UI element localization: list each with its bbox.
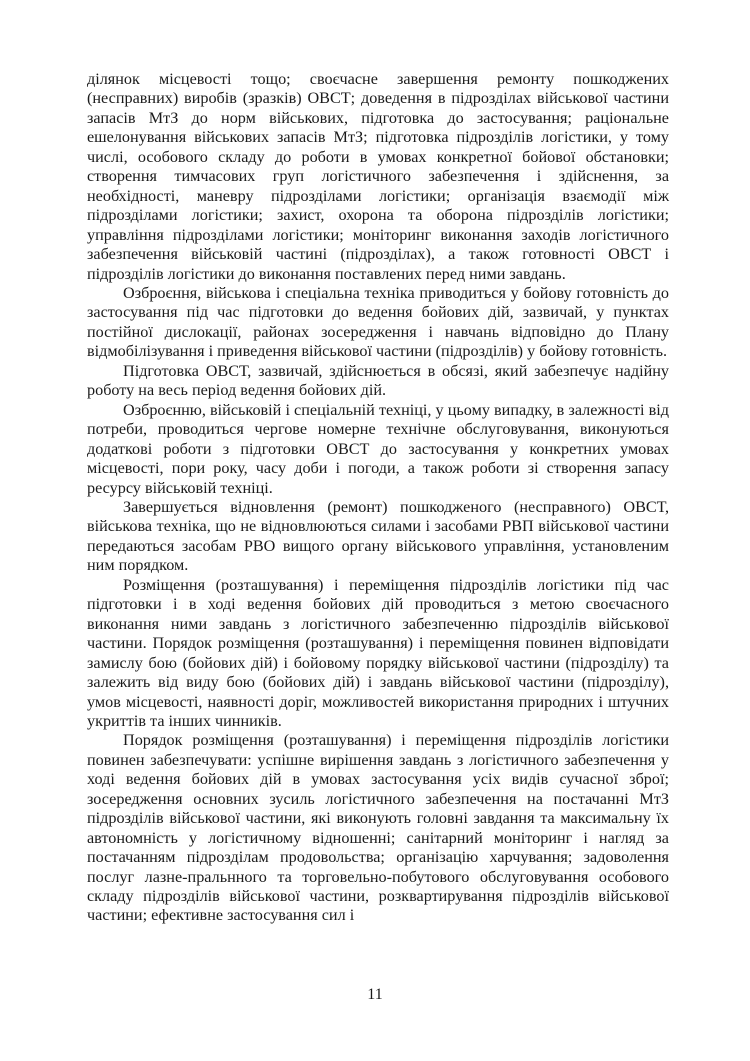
paragraph: Підготовка ОВСТ, зазвичай, здійснюється в обсязі, який забезпечує надійну роботу на весь період ведення бойових дій. <box>87 361 669 400</box>
paragraph: Розміщення (розташування) і переміщення підрозділів логістики під час підготовки і в ході ведення бойових дій проводиться з метою своєчасного виконання ними завдань з логістичного забезпеченню підрозділів військової частини. Порядок розміщення (розташування) і переміщення повинен відповідати замислу бою (бойових дій) і бойовому порядку військової частини (підрозділу) та залежить від виду бою (бойових дій) і завдань військової частини (підрозділу), умов місцевості, наявності доріг, можливостей використання природних і штучних укриттів та інших чинників. <box>87 575 669 730</box>
paragraph: Завершується відновлення (ремонт) пошкодженого (несправного) ОВСТ, військова техніка, що не відновлюються силами і засобами РВП військової частини передаються засобам РВО вищого органу військового управління, установленим ним порядком. <box>87 497 669 575</box>
body-text <box>87 70 669 926</box>
paragraph: Озброєння, військова і спеціальна техніка приводиться у бойову готовність до застосування під час підготовки до ведення бойових дій, зазвичай, у пунктах постійної дислокації, районах зосередження і навчань відповідно до Плану відмобілізування і приведення військової частини (підрозділів) у бойову готовність. <box>87 283 669 361</box>
paragraph-continuation: ділянок місцевості тощо; своєчасне завершення ремонту пошкоджених (несправних) виробів (зразків) ОВСТ; доведення в підрозділах військової частини запасів МтЗ до норм військових, підготовка до застосування; раціональне ешелонування військових запасів МтЗ; підготовка підрозділів логістики, у тому числі, особового складу до роботи в умовах конкретної бойової обстановки; створення тимчасових груп логістичного забезпечення і здійснення, за необхідності, маневру підрозділами логістики; організація взаємодії між підрозділами логістики; захист, охорона та оборона підрозділів логістики; управління підрозділами логістики; моніторинг виконання заходів логістичного забезпечення військовій частині (підрозділах), а також готовності ОВСТ і підрозділів логістики до виконання поставлених перед ними завдань. <box>87 70 669 283</box>
page-number: 11 <box>367 986 383 1003</box>
paragraph: Порядок розміщення (розташування) і переміщення підрозділів логістики повинен забезпечувати: успішне вирішення завдань з логістичного забезпечення у ході ведення бойових дій в умовах застосування усіх видів сучасної зброї; зосередження основних зусиль логістичного забезпечення на постачанні МтЗ підрозділів військової частини, які виконують головні завдання та максимальну їх автономність у логістичному відношенні; санітарний моніторинг і нагляд за постачанням підрозділам продовольства; організацію харчування; задоволення послуг лазне-пральнного та торговельно-побутового обслуговування особового складу підрозділів військової частини, розквартирування підрозділів військової частини; ефективне застосування сил і <box>87 731 669 925</box>
paragraph: Озброєнню, військовій і спеціальній техніці, у цьому випадку, в залежності від потреби, проводиться чергове номерне технічне обслуговування, виконуються додаткові роботи з підготовки ОВСТ до застосування у конкретних умовах місцевості, пори року, часу доби і погоди, а також роботи зі створення запасу ресурсу військовій техніці. <box>87 400 669 497</box>
